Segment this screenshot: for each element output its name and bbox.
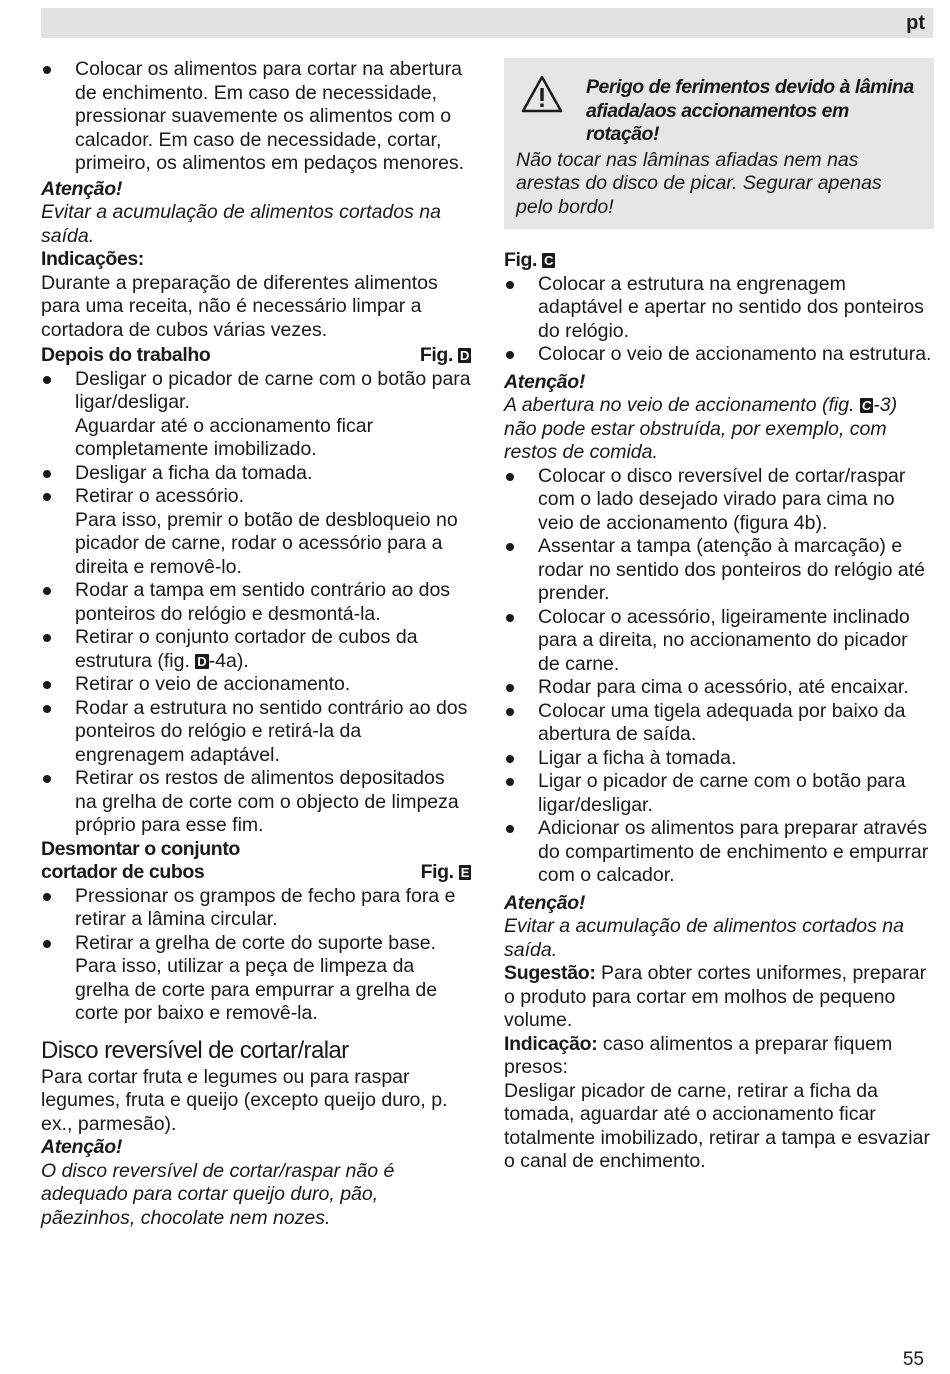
list-item: Colocar o acessório, ligeiramente inclinado para a direita, no accionamento do picador de carne. <box>504 606 934 677</box>
tip-paragraph: Sugestão: Para obter cortes uniformes, preparar o produto para cortar em molhos de pequeno volume. <box>504 962 927 1031</box>
indication-label: Indicação: <box>504 1032 598 1055</box>
attention-text: O disco reversível de cortar/raspar não é adequado para cortar queijo duro, pão, pãezinhos, chocolate nem nozes. <box>41 1159 395 1229</box>
warning-box <box>504 58 934 229</box>
dismantle-heading-row <box>41 861 471 885</box>
final-instructions: Desligar picador de carne, retirar a ficha da tomada, aguardar até o accionamento ficar totalmente imobilizado, retirar a tampa e esvaziar o canal de enchimento. <box>504 1079 930 1172</box>
attention-text: A abertura no veio de accionamento (fig. C -3) não pode estar obstruída, por exemplo, com restos de comida. <box>504 394 898 463</box>
indications-label: Indicações: <box>41 248 144 270</box>
warning-triangle-icon <box>520 74 564 121</box>
figure-reference: Fig. C <box>504 249 554 271</box>
indications-text: Durante a preparação de diferentes alimentos para uma receita, não é necessário limpar a cortadora de cubos várias vezes. <box>41 271 438 341</box>
figure-reference: Fig. D <box>419 344 469 366</box>
list-item: Assentar a tampa (atenção à marcação) e rodar no sentido dos ponteiros do relógio até prender. <box>504 535 934 606</box>
list-item: Rodar a tampa em sentido contrário ao dos ponteiros do relógio e desmontá-la. <box>41 579 471 626</box>
figure-letter-badge: D <box>197 653 207 669</box>
list-item: Desligar a ficha da tomada. <box>41 462 471 486</box>
list-item: Colocar uma tigela adequada por baixo da abertura de saída. <box>504 700 934 747</box>
list-item: Colocar os alimentos para cortar na abertura de enchimento. Em caso de necessidade, pressionar suavemente os alimentos com o calcador. Em caso de necessidade, cortar, primeiro, os alimentos em pedaços menores. <box>41 58 471 176</box>
figure-letter-badge: C <box>861 398 872 413</box>
after-work-heading: Depois do trabalho <box>41 344 211 366</box>
section-title: Disco reversível de cortar/ralar <box>41 1036 349 1064</box>
list-item-continuation: Para isso, premir o botão de desbloqueio no picador de carne, rodar o acessório para a direita e removê-lo. <box>75 508 458 578</box>
dismantle-heading-line2: cortador de cubos <box>41 861 205 883</box>
dismantle-heading-line1: Desmontar o conjunto <box>41 837 240 860</box>
list-item: Retirar o veio de accionamento. <box>41 673 471 697</box>
attention-text: Evitar a acumulação de alimentos cortados na saída. <box>504 915 904 961</box>
figure-reference: Fig. E <box>420 861 469 883</box>
list-item: Colocar a estrutura na engrenagem adaptável e apertar no sentido dos ponteiros do relógio. <box>504 273 934 344</box>
indication-paragraph: Indicação: caso alimentos a preparar fiquem presos: <box>504 1032 893 1078</box>
section-intro: Para cortar fruta e legumes ou para raspar legumes, fruta e queijo (excepto queijo duro, p. ex., parmesão). <box>41 1065 448 1135</box>
attention-text: Evitar a acumulação de alimentos cortados na saída. <box>41 201 441 247</box>
left-column <box>41 58 471 1230</box>
figure-letter-badge: D <box>460 348 469 363</box>
after-work-heading-row <box>41 344 471 368</box>
list-item-continuation: Aguardar até o accionamento ficar completamente imobilizado. <box>75 414 374 460</box>
list-item: Ligar o picador de carne com o botão para ligar/desligar. <box>504 770 934 817</box>
header-bar <box>41 8 933 38</box>
attention-label: Atenção! <box>41 1136 123 1158</box>
tip-label: Sugestão: <box>504 962 596 984</box>
list-item: Colocar o veio de accionamento na estrutura. <box>504 343 934 367</box>
warning-text: Não tocar nas lâminas afiadas nem nas arestas do disco de picar. Segurar apenas pelo bordo! <box>516 148 882 218</box>
list-item: Pressionar os grampos de fecho para fora e retirar a lâmina circular. <box>41 885 471 932</box>
language-code: pt <box>906 12 925 34</box>
list-item: Retirar o conjunto cortador de cubos da estrutura (fig. D -4a). <box>41 626 471 673</box>
warning-title: Perigo de ferimentos devido à lâmina afiada/aos accionamentos em rotação! <box>586 76 914 145</box>
list-item: Colocar o disco reversível de cortar/raspar com o lado desejado virado para cima no veio de accionamento (figura 4b). <box>504 465 934 536</box>
list-item: Adicionar os alimentos para preparar através do compartimento de enchimento e empurrar com o calcador. <box>504 817 934 888</box>
list-item: Retirar os restos de alimentos depositados na grelha de corte com o objecto de limpeza próprio para esse fim. <box>41 767 471 838</box>
list-item: Retirar a grelha de corte do suporte base. Para isso, utilizar a peça de limpeza da grelha de corte para empurrar a grelha de corte por baixo e removê-la. <box>41 932 471 1026</box>
attention-label: Atenção! <box>504 370 586 393</box>
list-item: Rodar a estrutura no sentido contrário ao dos ponteiros do relógio e retirá-la da engrenagem adaptável. <box>41 697 471 768</box>
attention-label: Atenção! <box>504 891 586 914</box>
figure-letter-badge: C <box>544 253 554 268</box>
page-number: 55 <box>902 1349 924 1370</box>
figure-letter-badge: E <box>460 865 469 880</box>
attention-label: Atenção! <box>41 177 123 200</box>
list-item: Rodar para cima o acessório, até encaixar. <box>504 676 934 700</box>
right-column <box>504 58 934 1174</box>
list-item: Retirar o acessório. <box>41 485 471 509</box>
list-item: Desligar o picador de carne com o botão para ligar/desligar. <box>41 368 471 415</box>
list-item: Ligar a ficha à tomada. <box>504 747 934 771</box>
